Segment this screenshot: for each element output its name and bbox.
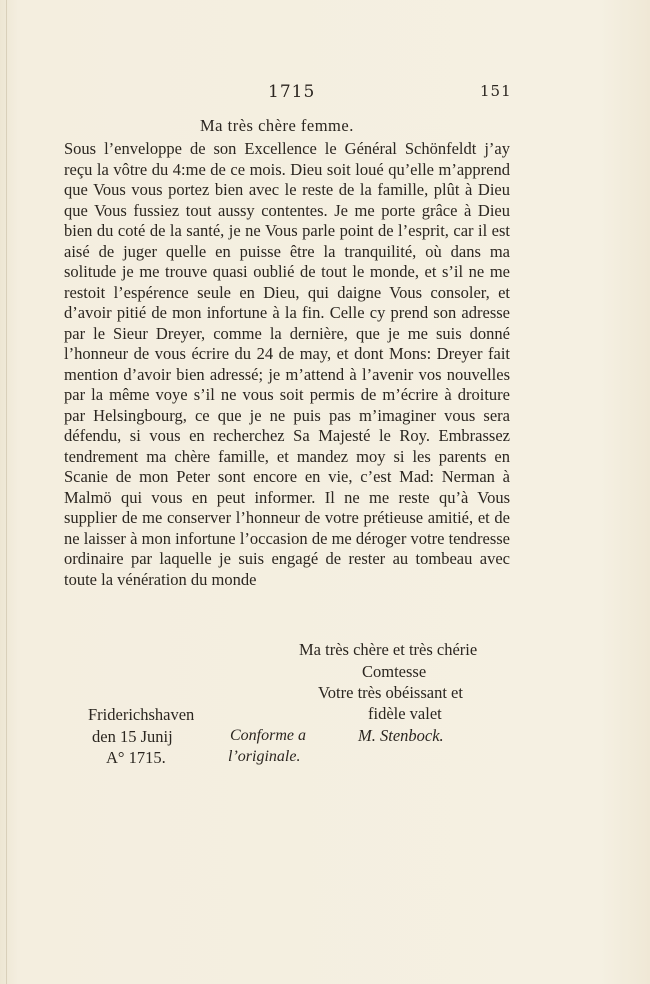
letter-salutation: Ma très chère femme. <box>200 116 354 135</box>
annotation-line-1: Conforme a <box>230 727 306 744</box>
closing-line-4: fidèle valet <box>368 704 442 723</box>
letter-body: Sous l’enveloppe de son Excellence le Général Schönfeldt j’ay reçu la vôtre du 4:me de ce mois. Dieu soit loué qu’elle m’apprend que Vous vous portez bien avec le reste de la famille, plût à Dieu que Vous fussiez tout aussy contentes. Je me porte grâce à Dieu bien du coté de la santé, je ne Vous parle point de l’esprit, car il est aisé de juger quelle en puisse être la tranquilité, où dans ma solitude je me trouve quasi oublié de tout le monde, et s’il ne me restoit l’espérence seule en Dieu, qui daigne Vous consoler, et d’avoir pitié de mon infortune à la fin. Celle cy prend son adresse par le Sieur Dreyer, comme la dernière, que je me suis donné l’honneur de vous écrire du 24 de may, et dont Mons: Dreyer fait mention d’avoir bien adressé; je m’attend à l’avenir vos nouvelles par la même voye s’il ne vous soit permis de m’écrire à droiture par Helsingbourg, ce que je ne puis pas m’imaginer vous sera défendu, si vous en recherchez Sa Majesté le Roy. Embrassez tendrement ma chère famille, et mandez moy si les parents en Scanie de mon Peter sont encore en vie, c’est Mad: Nerman à Malmö qui vous en peut informer. Il ne me reste qu’à Vous supplier de me conserver l’honneur de votre prétieuse amitié, et de ne laisser à mon infortune l’occasion de me déroger votre tendresse ordinaire par laquelle je suis engagé de rester au tombeau avec toute la vénération du monde <box>64 139 510 589</box>
page-number: 151 <box>480 82 512 100</box>
annotation-line-2: l’originale. <box>228 748 301 765</box>
closing-line-3: Votre très obéissant et <box>318 683 463 702</box>
header-year: 1715 <box>268 82 316 102</box>
closing-line-2: Comtesse <box>362 662 427 681</box>
place-line: Friderichshaven <box>88 705 195 724</box>
date-line: den 15 Junij <box>92 727 173 746</box>
signature: M. Stenbock. <box>358 726 444 745</box>
page-gutter-edge <box>6 0 7 984</box>
closing-line-1: Ma très chère et très chérie <box>299 640 478 659</box>
year-line: A° 1715. <box>106 748 166 767</box>
running-header <box>0 82 650 106</box>
